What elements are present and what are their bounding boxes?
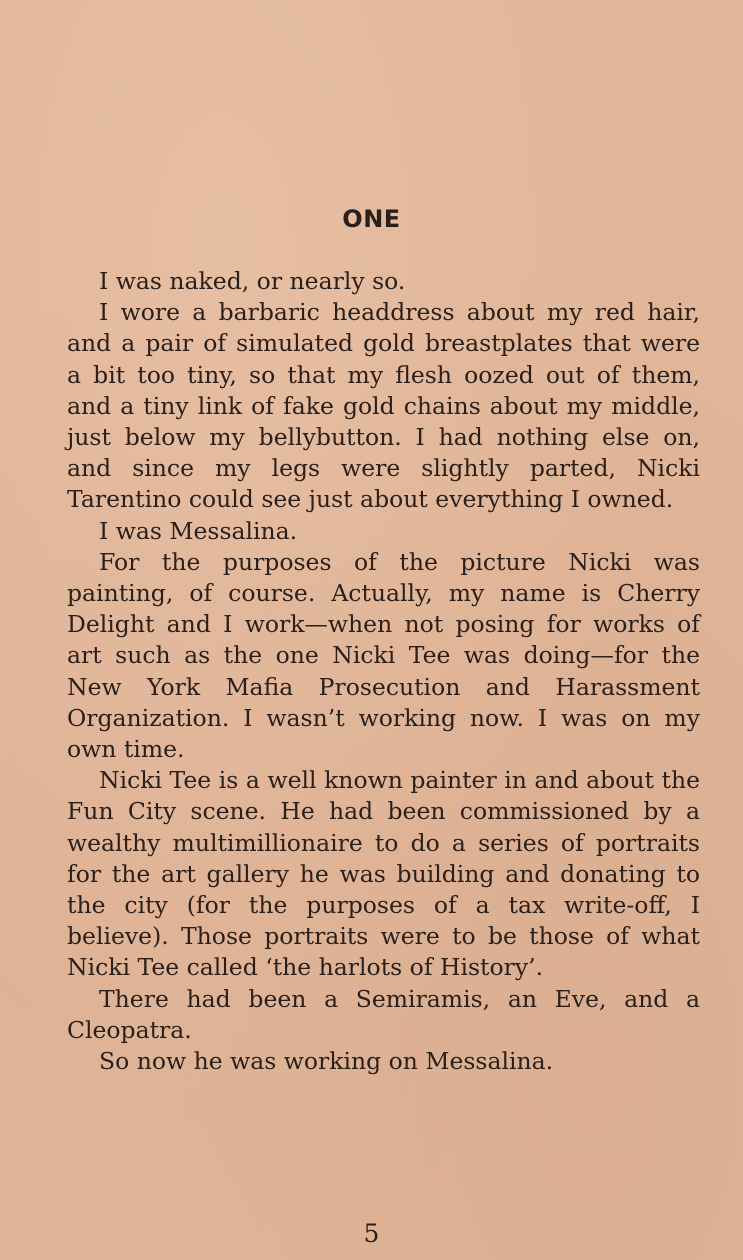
body-text [67,266,700,1077]
chapter-title: ONE [342,205,401,233]
paragraph: For the purposes of the picture Nicki was painting, of course. Actually, my name is Cherry Delight and I work—when not posing for works of art such as the one Nicki Tee was doing—for the New York Mafia Prosecution and Harassment Organization. I wasn’t working now. I was on my own time. [67,547,700,764]
paragraph: So now he was working on Messalina. [99,1047,554,1076]
paragraph: Nicki Tee is a well known painter in and about the Fun City scene. He had been commissioned by a wealthy multimillionaire to do a series of portraits for the art gallery he was building and donating to the city (for the purposes of a tax write-off, I believe). Those portraits were to be those of what Nicki Tee called ‘the harlots of History’. [67,766,700,982]
paragraph: I was Messalina. [99,516,298,545]
page-number: 5 [363,1219,380,1248]
paragraph: I wore a barbaric headdress about my red hair, and a pair of simulated gold breastplates that were a bit too tiny, so that my flesh oozed out of them, and a tiny link of fake gold chains about my middle, just below my bellybutton. I had nothing else on, and since my legs were slightly parted, Nicki Tarentino could see just about everything I owned. [67,298,700,514]
paragraph: There had been a Semiramis, an Eve, and a Cleopatra. [67,984,700,1044]
paragraph: I was naked, or nearly so. [99,267,406,295]
